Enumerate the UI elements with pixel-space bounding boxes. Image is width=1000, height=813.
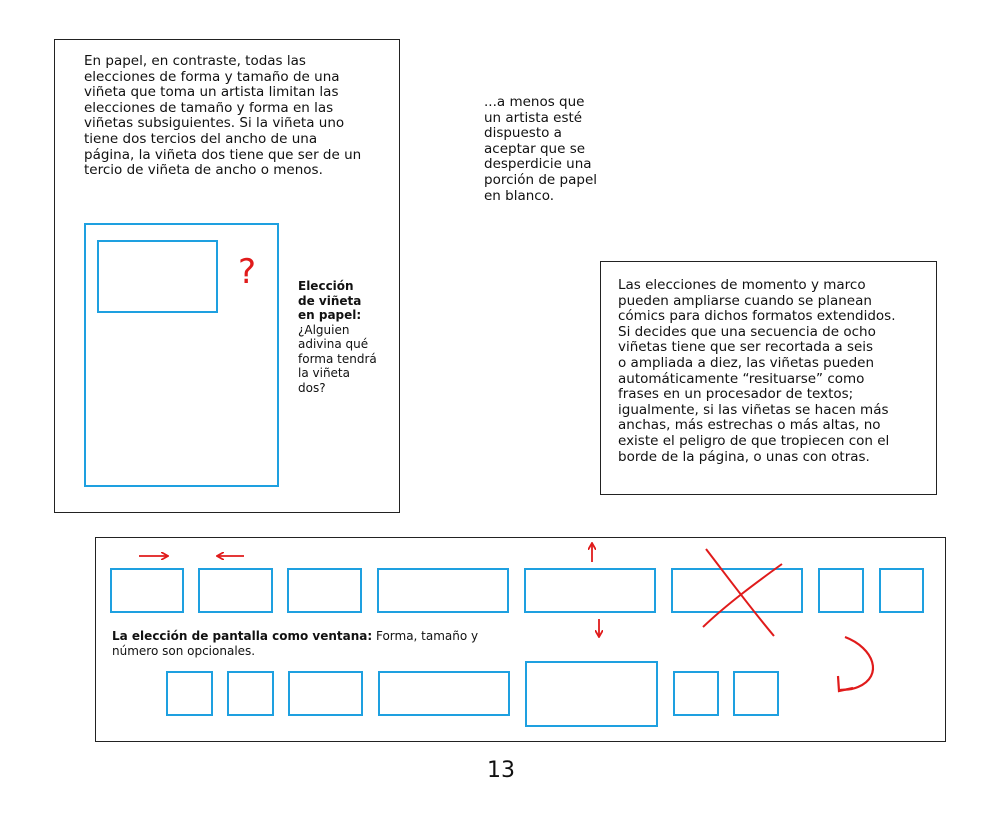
curved-arrow-icon xyxy=(840,637,873,690)
paper-choice-caption-rest: ¿Alguien adivina qué forma tendrá la viñeta dos? xyxy=(298,322,377,395)
middle-text: ...a menos que un artista esté dispuesto a aceptar que se desperdicie una porción de papel en blanco. xyxy=(484,94,597,204)
panel-extended-formats-text: Las elecciones de momento y marco pueden ampliarse cuando se planean cómics para dichos formatos extendidos. Si decides que una secuencia de ocho viñetas tiene que ser recortada a seis o ampliada a diez, las viñetas pueden automáticamente “resituarse” como frases en un procesador de textos; igualmente, si las viñetas se hacen más anchas, más estrechas o más altas, no existe el peligro de que tropiecen con el borde de la página, o unas con otras. xyxy=(618,277,896,465)
page-number: 13 xyxy=(487,758,515,783)
curved-arrow-head-icon xyxy=(838,676,853,691)
question-mark: ? xyxy=(238,252,257,292)
screen-window-caption-bold: La elección de pantalla como ventana: xyxy=(112,629,373,643)
screen-window-caption-rest: Forma, tamaño y número son opcionales. xyxy=(112,629,479,658)
panel-paper-text: En papel, en contraste, todas las elecciones de forma y tamaño de una viñeta que toma un artista limitan las elecciones de tamaño y forma en las viñetas subsiguientes. Si la viñeta uno tiene dos tercios del ancho de una página, la viñeta dos tiene que ser de un tercio de viñeta de ancho o menos. xyxy=(84,53,362,179)
cross-out-icon xyxy=(706,549,774,636)
paper-choice-caption-bold: Elección de viñeta en papel: xyxy=(298,279,362,322)
